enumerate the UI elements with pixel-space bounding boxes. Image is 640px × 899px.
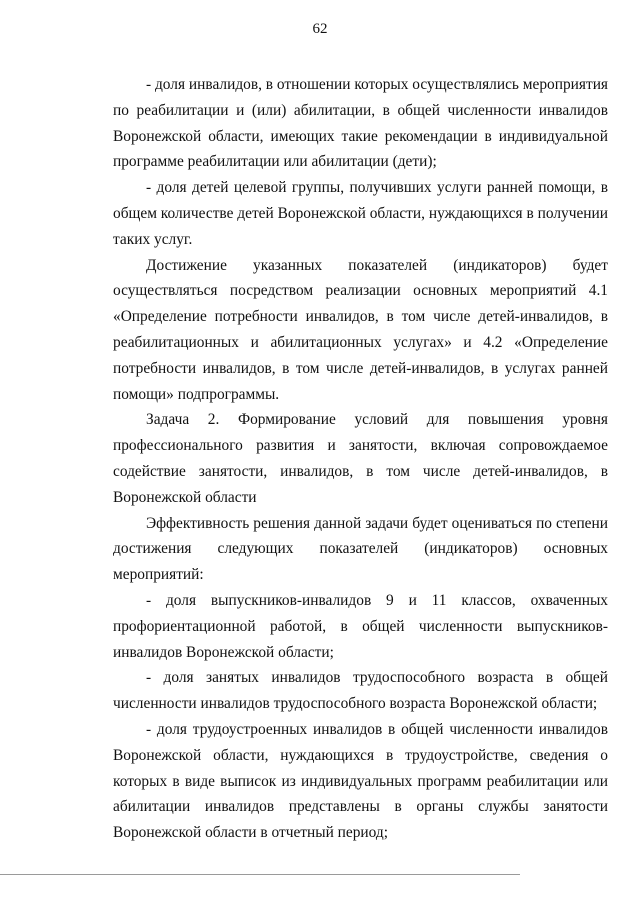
paragraph-efficiency: Эффективность решения данной задачи будет оцениваться по степени достижения следующих показателей (индикаторов) основных мероприятий:: [113, 514, 608, 584]
paragraph-task-2: Задача 2. Формирование условий для повышения уровня профессионального развития и занятости, включая сопровождаемое содействие занятости, инвалидов, в том числе детей-инвалидов, в Воронежской области: [113, 411, 608, 506]
bottom-rule: [0, 874, 520, 875]
paragraph-achievement-measures: Достижение указанных показателей (индикаторов) будет осуществляться посредством реализации основных мероприятий 4.1 «Определение потребности инвалидов, в том числе детей-инвалидов, в реабилитационных и абилитационных услугах» и 4.2 «Определение потребности инвалидов, в том числе детей-инвалидов, в услугах ранней помощи» подпрограммы.: [113, 256, 608, 403]
paragraph-placed-share: - доля трудоустроенных инвалидов в общей численности инвалидов Воронежской области, нуждающихся в трудоустройстве, сведения о которых в виде выписок из индивидуальных программ реабилитации или абилитации инвалидов представлены в органы службы занятости Воронежской области в отчетный период;: [113, 720, 608, 842]
page-number: 62: [312, 21, 328, 37]
document-body: [113, 72, 608, 846]
paragraph-employed-share: - доля занятых инвалидов трудоспособного возраста в общей численности инвалидов трудоспособного возраста Воронежской области;: [113, 669, 608, 713]
paragraph-early-help-share: - доля детей целевой группы, получивших услуги ранней помощи, в общем количестве детей Воронежской области, нуждающихся в получении таких услуг.: [113, 179, 608, 248]
paragraph-rehabilitation-share: - доля инвалидов, в отношении которых осуществлялись мероприятия по реабилитации и (или) абилитации, в общей численности инвалидов Воронежской области, имеющих такие рекомендации в индивидуальной программе реабилитации или абилитации (дети);: [113, 76, 609, 171]
paragraph-graduates-share: - доля выпускников-инвалидов 9 и 11 классов, охваченных профориентационной работой, в общей численности выпускников-инвалидов Воронежской области;: [113, 591, 608, 661]
